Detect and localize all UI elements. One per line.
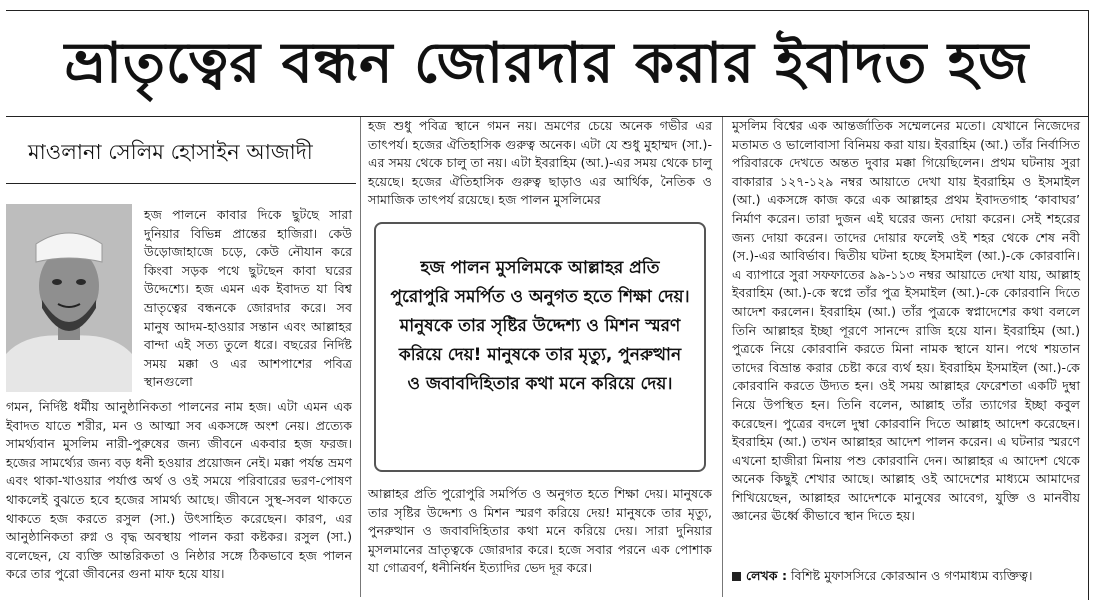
author-note-label: লেখক :: [746, 568, 787, 583]
paragraph: আল্লাহর প্রতি পুরোপুরি সমর্পিত ও অনুগত হতে শিক্ষা দেয়। মানুষকে তার সৃষ্টির উদ্দেশ্য ও মিশন স্মরণ করিয়ে দেয়! মানুষকে তার মৃত্যু, পুনরুত্থান ও জবাবদিহিতার কথা মনে করিয়ে দেয়। সারা দুনিয়ার মুসলমানের ভ্রাতৃত্বকে জোরদার করে। হজে সবার পরনে এক পোশাক যা গোত্রবর্ণ, ধনীনির্ধন ইত্যাদির ভেদ দূর করে।: [368, 486, 712, 576]
square-bullet-icon: [732, 572, 741, 581]
paragraph: মুসলিম বিশ্বের এক আন্তর্জাতিক সম্মেলনের মতো। যেখানে নিজেদের মতামত ও ভালোবাসা বিনিময় করা যায়। ইবরাহিম (আ.) তাঁর নির্বাসিত পরিবারকে দেখতে অন্তত দুবার মক্কা গিয়েছিলেন। প্রথম ঘটনায় সুরা বাকারার ১২৭-১২৯ নম্বর আয়াতে দেখা যায় ইবরাহিম ও ইসমাইল (আ.) একসঙ্গে কাজ করে এক আল্লাহর প্রথম ইবাদতগাহ ‘কাবাঘর’ নির্মাণ করেন। তারা দুজন এই ঘরের জন্য দোয়া করেন। সেই শহরের জন্য দোয়া করেন। তাদের দোয়ার ফলেই ওই শহর থেকে শেষ নবী (স.)-এর আবির্ভাব। দ্বিতীয় ঘটনা হচ্ছে ইসমাইল (আ.)-কে কোরবানি। এ ব্যাপারে সুরা সফফাতের ৯৯-১১৩ নম্বর আয়াতে দেখা যায়, আল্লাহ ইবরাহিম (আ.)-কে স্বপ্নে তাঁর পুত্র ইসমাইল (আ.)-কে কোরবানি দিতে আদেশ করলেন। ইবরাহিম (আ.) তাঁর পুত্রকে স্বপ্নাদেশের কথা বললে তিনি আল্লাহর ইচ্ছা পূরণে সানন্দে রাজি হয়ে যান। ইবরাহিম (আ.) পুত্রকে নিয়ে কোরবানি করতে মিনা নামক স্থানে যান। পথে শয়তান তাদের বিভ্রান্ত করার চেষ্টা করে ব্যর্থ হয়। ইবরাহিম ইসমাইল (আ.)-কে কোরবানি করতে উদ্যত হন। ওই সময় আল্লাহর ফেরেশতা একটি দুম্বা নিয়ে উপস্থিত হন। তিনি বলেন, আল্লাহ তাঁর ত্যাগের ইচ্ছা কবুল করেছেন। পুত্রের বদলে দুম্বা কোরবানি দিতে আল্লাহ আদেশ করেছেন। ইবরাহিম (আ.) তখন আল্লাহর আদেশ পালন করেন। এ ঘটনার স্মরণে এখনো হাজীরা মিনায় পশু কোরবানি দেন। আল্লাহর এ আদেশ থেকে অনেক কিছুই শেখার আছে। আল্লাহ ওই আদেশের মাধ্যমে আমাদের শিখিয়েছেন, আল্লাহর আদেশকে মানুষের আবেগ, যুক্তি ও মানবীয় জ্ঞানের ঊর্ধ্বে কীভাবে স্থান দিতে হয়।: [732, 118, 1080, 524]
author-note: [732, 567, 1080, 585]
paragraph: হজ শুধু পবিত্র স্থানে গমন নয়। ভ্রমণের চেয়ে অনেক গভীর এর তাৎপর্য। হজের ঐতিহাসিক গুরুত্ব অনেক। এটা যে শুধু মুহাম্মদ (সা.)-এর সময় থেকে চালু তা নয়। এটা ইবরাহিম (আ.)-এর সময় থেকে চালু হয়েছে। হজের ঐতিহাসিক গুরুত্ব ছাড়াও এর আর্থিক, নৈতিক ও সামাজিক তাৎপর্য রয়েছে। হজ পালন মুসলিমের: [368, 118, 712, 208]
column-divider: [360, 117, 361, 597]
right-rule: [1088, 10, 1089, 600]
author-note-text: বিশিষ্ট মুফাসসিরে কোরআন ও গণমাধ্যম ব্যক্তিত্ব।: [791, 568, 1033, 583]
byline: মাওলানা সেলিম হোসাইন আজাদী: [28, 140, 313, 164]
top-rule: [6, 10, 1088, 11]
pull-quote: হজ পালন মুসলিমকে আল্লাহর প্রতি পুরোপুরি সমর্পিত ও অনুগত হতে শিক্ষা দেয়। মানুষকে তার সৃষ্টির উদ্দেশ্য ও মিশন স্মরণ করিয়ে দেয়! মানুষকে তার মৃত্যু, পুনরুত্থান ও জবাবদিহিতার কথা মনে করিয়ে দেয়।: [374, 222, 706, 472]
column-3-text: [732, 117, 1080, 526]
paragraph: গমন, নির্দিষ্ট ধর্মীয় আনুষ্ঠানিকতা পালনের নাম হজ। এটা এমন এক ইবাদত যাতে শরীর, মন ও আত্মা সব একসঙ্গে অংশ নেয়। প্রত্যেক সামর্থ্যবান মুসলিম নারী-পুরুষের জন্য জীবনে একবার হজ ফরজ। হজের সামর্থ্যের জন্য বড় ধনী হওয়ার প্রয়োজন নেই। মক্কা পর্যন্ত ভ্রমণ এবং থাকা-খাওয়ার পর্যাপ্ত অর্থ ও ওই সময়ে পরিবারের ভরণ-পোষণ থাকলেই বুঝতে হবে হজের সামর্থ্য আছে। জীবনে সুস্থ-সবল থাকতে থাকতে হজ করতে রসুল (সা.) উৎসাহিত করেছেন। কারণ, এর আনুষ্ঠানিকতা রুগ্ন ও বৃদ্ধ অবস্থায় পালন করা কষ্টকর। রসুল (সা.) বলেছেন, যে ব্যক্তি আন্তরিকতা ও নিষ্ঠার সঙ্গে ঠিকভাবে হজ পালন করে তার পুরো জীবনের গুনা মাফ হয়ে যায়।: [6, 399, 352, 582]
column-2-top-text: [368, 117, 712, 210]
headline: ভ্রাতৃত্বের বন্ধন জোরদার করার ইবাদত হজ: [64, 31, 1030, 96]
column-1-top-text: [144, 206, 352, 392]
byline-rule: [6, 183, 356, 184]
column-divider: [722, 117, 723, 597]
author-portrait-svg: [6, 204, 132, 392]
paragraph: হজ পালনে কাবার দিকে ছুটছে সারা দুনিয়ার বিভিন্ন প্রান্তের হাজিরা। কেউ উড়োজাহাজে চড়ে, কেউ নৌযান করে কিংবা সড়ক পথে ছুটছেন কাবা ঘরের উদ্দেশ্যে। হজ এমন এক ইবাদত যা বিশ্ব ভ্রাতৃত্বের বন্ধনকে জোরদার করে। সব মানুষ আদম-হাওয়ার সন্তান এবং আল্লাহর বান্দা এই সত্য তুলে ধরে। বছরের নির্দিষ্ট সময় মক্কা ও এর আশপাশের পবিত্র স্থানগুলো: [144, 207, 352, 390]
column-2-bottom-text: [368, 485, 712, 578]
column-1-bottom-text: [6, 398, 352, 584]
author-portrait-icon: [6, 204, 132, 392]
